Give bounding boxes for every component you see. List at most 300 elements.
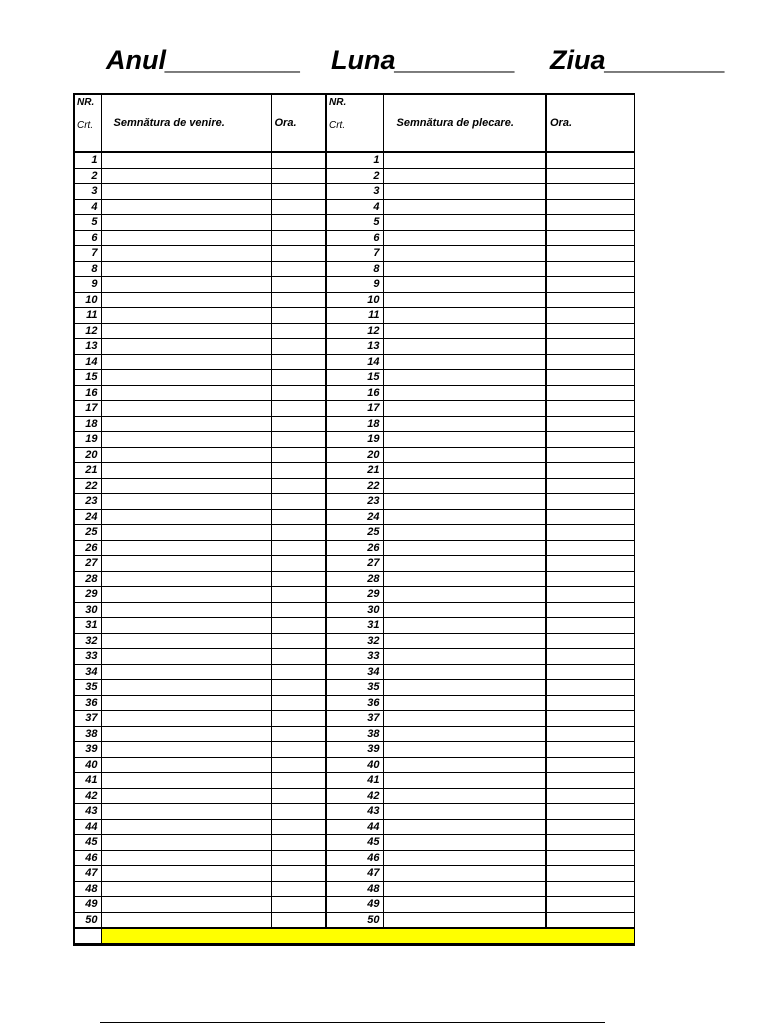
arrival-hour-cell[interactable] bbox=[271, 881, 326, 897]
departure-signature-cell[interactable] bbox=[383, 385, 546, 401]
departure-hour-cell[interactable] bbox=[546, 354, 634, 370]
arrival-signature-cell[interactable] bbox=[101, 664, 271, 680]
arrival-signature-cell[interactable] bbox=[101, 556, 271, 572]
arrival-hour-cell[interactable] bbox=[271, 788, 326, 804]
departure-signature-cell[interactable] bbox=[383, 695, 546, 711]
departure-signature-cell[interactable] bbox=[383, 835, 546, 851]
table-row bbox=[74, 664, 634, 680]
row-number-left: 28 bbox=[74, 571, 101, 587]
departure-signature-cell[interactable] bbox=[383, 215, 546, 231]
departure-hour-cell[interactable] bbox=[546, 773, 634, 789]
table-row bbox=[74, 494, 634, 510]
row-number-right: 50 bbox=[326, 912, 383, 928]
nr-header-right bbox=[326, 94, 383, 152]
arrival-signature-cell[interactable] bbox=[101, 773, 271, 789]
arrival-signature-cell[interactable] bbox=[101, 726, 271, 742]
departure-hour-cell[interactable] bbox=[546, 494, 634, 510]
arrival-hour-cell[interactable] bbox=[271, 866, 326, 882]
row-number-left: 33 bbox=[74, 649, 101, 665]
arrival-signature-cell[interactable] bbox=[101, 432, 271, 448]
arrival-hour-cell[interactable] bbox=[271, 323, 326, 339]
arrival-signature-cell[interactable] bbox=[101, 370, 271, 386]
departure-hour-cell[interactable] bbox=[546, 804, 634, 820]
row-number-left: 3 bbox=[74, 184, 101, 200]
arrival-hour-cell[interactable] bbox=[271, 370, 326, 386]
departure-signature-cell[interactable] bbox=[383, 230, 546, 246]
departure-hour-cell[interactable] bbox=[546, 339, 634, 355]
table-row bbox=[74, 401, 634, 417]
row-number-right: 41 bbox=[326, 773, 383, 789]
day-title: Ziua________ bbox=[550, 45, 726, 75]
arrival-hour-cell[interactable] bbox=[271, 773, 326, 789]
departure-signature-cell[interactable] bbox=[383, 897, 546, 913]
departure-hour-cell[interactable] bbox=[546, 757, 634, 773]
row-number-right: 5 bbox=[326, 215, 383, 231]
departure-signature-cell[interactable] bbox=[383, 649, 546, 665]
arrival-hour-cell[interactable] bbox=[271, 695, 326, 711]
departure-hour-cell[interactable] bbox=[546, 478, 634, 494]
nr-label: NR. bbox=[329, 97, 347, 108]
row-number-right: 2 bbox=[326, 168, 383, 184]
departure-signature-cell[interactable] bbox=[383, 152, 546, 168]
arrival-signature-cell[interactable] bbox=[101, 385, 271, 401]
row-number-left: 29 bbox=[74, 587, 101, 603]
departure-hour-cell[interactable] bbox=[546, 571, 634, 587]
arrival-hour-cell[interactable] bbox=[271, 912, 326, 928]
arrival-hour-cell[interactable] bbox=[271, 277, 326, 293]
row-number-left: 26 bbox=[74, 540, 101, 556]
row-number-right: 42 bbox=[326, 788, 383, 804]
row-number-right: 33 bbox=[326, 649, 383, 665]
row-number-right: 15 bbox=[326, 370, 383, 386]
crt-label: Crt. bbox=[329, 120, 346, 131]
row-number-right: 32 bbox=[326, 633, 383, 649]
arrival-hour-cell[interactable] bbox=[271, 726, 326, 742]
arrival-hour-cell[interactable] bbox=[271, 602, 326, 618]
departure-signature-cell[interactable] bbox=[383, 277, 546, 293]
table-row bbox=[74, 618, 634, 634]
departure-hour-cell[interactable] bbox=[546, 215, 634, 231]
nr-label: NR. bbox=[77, 97, 95, 108]
year-title: Anul_________ bbox=[106, 45, 302, 75]
table-row bbox=[74, 711, 634, 727]
arrival-signature-cell[interactable] bbox=[101, 463, 271, 479]
arrival-signature-cell[interactable] bbox=[101, 649, 271, 665]
row-number-left: 1 bbox=[74, 152, 101, 168]
table-row bbox=[74, 215, 634, 231]
arrival-hour-cell[interactable] bbox=[271, 215, 326, 231]
table-row bbox=[74, 152, 634, 168]
departure-signature-cell[interactable] bbox=[383, 680, 546, 696]
row-number-left: 31 bbox=[74, 618, 101, 634]
row-number-right: 1 bbox=[326, 152, 383, 168]
row-number-left: 38 bbox=[74, 726, 101, 742]
departure-hour-cell[interactable] bbox=[546, 385, 634, 401]
departure-signature-cell[interactable] bbox=[383, 416, 546, 432]
arrival-signature-cell[interactable] bbox=[101, 540, 271, 556]
arrival-hour-cell[interactable] bbox=[271, 354, 326, 370]
row-number-left: 4 bbox=[74, 199, 101, 215]
arrival-signature-cell[interactable] bbox=[101, 277, 271, 293]
departure-signature-cell[interactable] bbox=[383, 478, 546, 494]
arrival-signature-cell[interactable] bbox=[101, 199, 271, 215]
departure-hour-cell[interactable] bbox=[546, 742, 634, 758]
row-number-right: 44 bbox=[326, 819, 383, 835]
table-row bbox=[74, 168, 634, 184]
departure-hour-cell[interactable] bbox=[546, 509, 634, 525]
departure-hour-cell[interactable] bbox=[546, 587, 634, 603]
departure-hour-cell[interactable] bbox=[546, 664, 634, 680]
arrival-signature-cell[interactable] bbox=[101, 711, 271, 727]
arrival-hour-cell[interactable] bbox=[271, 664, 326, 680]
table-row bbox=[74, 199, 634, 215]
arrival-hour-cell[interactable] bbox=[271, 850, 326, 866]
arrival-hour-cell[interactable] bbox=[271, 742, 326, 758]
departure-signature-cell[interactable] bbox=[383, 168, 546, 184]
departure-hour-cell[interactable] bbox=[546, 370, 634, 386]
departure-signature-cell[interactable] bbox=[383, 742, 546, 758]
arrival-hour-cell[interactable] bbox=[271, 835, 326, 851]
arrival-signature-cell[interactable] bbox=[101, 230, 271, 246]
row-number-left: 12 bbox=[74, 323, 101, 339]
departure-hour-cell[interactable] bbox=[546, 912, 634, 928]
arrival-hour-cell[interactable] bbox=[271, 757, 326, 773]
row-number-right: 17 bbox=[326, 401, 383, 417]
row-number-right: 25 bbox=[326, 525, 383, 541]
arrival-hour-header: Ora. bbox=[271, 94, 326, 152]
row-number-right: 13 bbox=[326, 339, 383, 355]
departure-signature-cell[interactable] bbox=[383, 339, 546, 355]
table-row bbox=[74, 292, 634, 308]
table-row bbox=[74, 261, 634, 277]
row-number-right: 19 bbox=[326, 432, 383, 448]
arrival-signature-cell[interactable] bbox=[101, 680, 271, 696]
table-row bbox=[74, 602, 634, 618]
departure-signature-cell[interactable] bbox=[383, 323, 546, 339]
arrival-signature-cell[interactable] bbox=[101, 633, 271, 649]
departure-hour-cell[interactable] bbox=[546, 726, 634, 742]
table-row bbox=[74, 509, 634, 525]
arrival-signature-cell[interactable] bbox=[101, 525, 271, 541]
arrival-signature-cell[interactable] bbox=[101, 602, 271, 618]
row-number-left: 43 bbox=[74, 804, 101, 820]
arrival-signature-cell[interactable] bbox=[101, 401, 271, 417]
table-row bbox=[74, 463, 634, 479]
arrival-hour-cell[interactable] bbox=[271, 711, 326, 727]
row-number-left: 11 bbox=[74, 308, 101, 324]
arrival-signature-cell[interactable] bbox=[101, 416, 271, 432]
arrival-signature-cell[interactable] bbox=[101, 494, 271, 510]
row-number-right: 48 bbox=[326, 881, 383, 897]
row-number-left: 40 bbox=[74, 757, 101, 773]
row-number-right: 40 bbox=[326, 757, 383, 773]
table-row bbox=[74, 447, 634, 463]
table-row bbox=[74, 277, 634, 293]
arrival-hour-cell[interactable] bbox=[271, 618, 326, 634]
arrival-signature-cell[interactable] bbox=[101, 881, 271, 897]
row-number-left: 5 bbox=[74, 215, 101, 231]
arrival-signature-cell[interactable] bbox=[101, 618, 271, 634]
row-number-right: 21 bbox=[326, 463, 383, 479]
arrival-signature-cell[interactable] bbox=[101, 215, 271, 231]
arrival-hour-cell[interactable] bbox=[271, 385, 326, 401]
departure-hour-cell[interactable] bbox=[546, 897, 634, 913]
departure-signature-cell[interactable] bbox=[383, 463, 546, 479]
departure-signature-cell[interactable] bbox=[383, 509, 546, 525]
arrival-signature-cell[interactable] bbox=[101, 246, 271, 262]
departure-hour-cell[interactable] bbox=[546, 416, 634, 432]
row-number-left: 37 bbox=[74, 711, 101, 727]
departure-hour-cell[interactable] bbox=[546, 525, 634, 541]
arrival-hour-cell[interactable] bbox=[271, 804, 326, 820]
arrival-hour-cell[interactable] bbox=[271, 168, 326, 184]
arrival-hour-cell[interactable] bbox=[271, 571, 326, 587]
arrival-signature-cell[interactable] bbox=[101, 742, 271, 758]
departure-signature-cell[interactable] bbox=[383, 866, 546, 882]
arrival-hour-cell[interactable] bbox=[271, 649, 326, 665]
arrival-hour-cell[interactable] bbox=[271, 199, 326, 215]
row-number-right: 45 bbox=[326, 835, 383, 851]
arrival-signature-cell[interactable] bbox=[101, 308, 271, 324]
arrival-hour-cell[interactable] bbox=[271, 432, 326, 448]
departure-signature-cell[interactable] bbox=[383, 556, 546, 572]
arrival-signature-cell[interactable] bbox=[101, 152, 271, 168]
departure-signature-cell[interactable] bbox=[383, 525, 546, 541]
table-row bbox=[74, 897, 634, 913]
departure-hour-cell[interactable] bbox=[546, 788, 634, 804]
departure-signature-cell[interactable] bbox=[383, 819, 546, 835]
arrival-signature-cell[interactable] bbox=[101, 292, 271, 308]
arrival-hour-cell[interactable] bbox=[271, 308, 326, 324]
arrival-signature-cell[interactable] bbox=[101, 866, 271, 882]
departure-signature-cell[interactable] bbox=[383, 246, 546, 262]
departure-signature-cell[interactable] bbox=[383, 881, 546, 897]
row-number-left: 22 bbox=[74, 478, 101, 494]
departure-hour-cell[interactable] bbox=[546, 866, 634, 882]
row-number-right: 18 bbox=[326, 416, 383, 432]
departure-hour-cell[interactable] bbox=[546, 168, 634, 184]
departure-signature-cell[interactable] bbox=[383, 788, 546, 804]
departure-hour-cell[interactable] bbox=[546, 292, 634, 308]
departure-signature-cell[interactable] bbox=[383, 401, 546, 417]
departure-signature-cell[interactable] bbox=[383, 726, 546, 742]
arrival-signature-cell[interactable] bbox=[101, 695, 271, 711]
departure-signature-cell[interactable] bbox=[383, 308, 546, 324]
arrival-signature-cell[interactable] bbox=[101, 571, 271, 587]
departure-hour-cell[interactable] bbox=[546, 711, 634, 727]
table-row bbox=[74, 184, 634, 200]
departure-hour-cell[interactable] bbox=[546, 401, 634, 417]
arrival-hour-cell[interactable] bbox=[271, 587, 326, 603]
departure-hour-cell[interactable] bbox=[546, 184, 634, 200]
arrival-hour-cell[interactable] bbox=[271, 401, 326, 417]
arrival-hour-cell[interactable] bbox=[271, 184, 326, 200]
departure-hour-cell[interactable] bbox=[546, 680, 634, 696]
departure-signature-cell[interactable] bbox=[383, 711, 546, 727]
table-row bbox=[74, 416, 634, 432]
arrival-hour-cell[interactable] bbox=[271, 556, 326, 572]
arrival-hour-cell[interactable] bbox=[271, 292, 326, 308]
arrival-signature-cell[interactable] bbox=[101, 354, 271, 370]
departure-signature-cell[interactable] bbox=[383, 199, 546, 215]
signature-line bbox=[100, 1022, 605, 1023]
row-number-left: 18 bbox=[74, 416, 101, 432]
departure-hour-cell[interactable] bbox=[546, 618, 634, 634]
row-number-left: 34 bbox=[74, 664, 101, 680]
departure-hour-cell[interactable] bbox=[546, 308, 634, 324]
departure-signature-cell[interactable] bbox=[383, 261, 546, 277]
departure-signature-cell[interactable] bbox=[383, 354, 546, 370]
arrival-hour-cell[interactable] bbox=[271, 819, 326, 835]
table-row bbox=[74, 633, 634, 649]
departure-hour-cell[interactable] bbox=[546, 152, 634, 168]
departure-hour-cell[interactable] bbox=[546, 432, 634, 448]
row-number-left: 44 bbox=[74, 819, 101, 835]
table-row bbox=[74, 757, 634, 773]
departure-signature-cell[interactable] bbox=[383, 184, 546, 200]
departure-signature-cell[interactable] bbox=[383, 757, 546, 773]
departure-signature-cell[interactable] bbox=[383, 804, 546, 820]
arrival-hour-cell[interactable] bbox=[271, 152, 326, 168]
arrival-signature-cell[interactable] bbox=[101, 184, 271, 200]
departure-hour-cell[interactable] bbox=[546, 277, 634, 293]
arrival-hour-cell[interactable] bbox=[271, 230, 326, 246]
row-number-right: 26 bbox=[326, 540, 383, 556]
row-number-right: 29 bbox=[326, 587, 383, 603]
arrival-hour-cell[interactable] bbox=[271, 680, 326, 696]
departure-hour-cell[interactable] bbox=[546, 540, 634, 556]
departure-signature-cell[interactable] bbox=[383, 494, 546, 510]
table-row bbox=[74, 323, 634, 339]
arrival-hour-cell[interactable] bbox=[271, 494, 326, 510]
arrival-signature-cell[interactable] bbox=[101, 757, 271, 773]
arrival-signature-cell[interactable] bbox=[101, 339, 271, 355]
row-number-left: 39 bbox=[74, 742, 101, 758]
row-number-left: 49 bbox=[74, 897, 101, 913]
row-number-left: 25 bbox=[74, 525, 101, 541]
arrival-hour-cell[interactable] bbox=[271, 897, 326, 913]
departure-hour-cell[interactable] bbox=[546, 323, 634, 339]
arrival-hour-cell[interactable] bbox=[271, 509, 326, 525]
arrival-hour-cell[interactable] bbox=[271, 525, 326, 541]
arrival-signature-cell[interactable] bbox=[101, 447, 271, 463]
departure-hour-cell[interactable] bbox=[546, 230, 634, 246]
arrival-hour-cell[interactable] bbox=[271, 540, 326, 556]
arrival-hour-cell[interactable] bbox=[271, 478, 326, 494]
table-row bbox=[74, 571, 634, 587]
departure-signature-cell[interactable] bbox=[383, 602, 546, 618]
row-number-left: 36 bbox=[74, 695, 101, 711]
departure-hour-cell[interactable] bbox=[546, 850, 634, 866]
arrival-signature-cell[interactable] bbox=[101, 804, 271, 820]
arrival-signature-cell[interactable] bbox=[101, 509, 271, 525]
arrival-hour-cell[interactable] bbox=[271, 339, 326, 355]
table-row bbox=[74, 850, 634, 866]
departure-hour-cell[interactable] bbox=[546, 649, 634, 665]
arrival-signature-cell[interactable] bbox=[101, 587, 271, 603]
departure-signature-cell[interactable] bbox=[383, 447, 546, 463]
arrival-signature-cell[interactable] bbox=[101, 261, 271, 277]
table-row bbox=[74, 649, 634, 665]
departure-hour-cell[interactable] bbox=[546, 819, 634, 835]
arrival-signature-cell[interactable] bbox=[101, 912, 271, 928]
departure-signature-cell[interactable] bbox=[383, 633, 546, 649]
departure-hour-cell[interactable] bbox=[546, 199, 634, 215]
arrival-signature-cell[interactable] bbox=[101, 819, 271, 835]
table-row bbox=[74, 478, 634, 494]
departure-signature-cell[interactable] bbox=[383, 432, 546, 448]
departure-hour-cell[interactable] bbox=[546, 447, 634, 463]
table-row bbox=[74, 370, 634, 386]
departure-signature-cell[interactable] bbox=[383, 587, 546, 603]
departure-signature-cell[interactable] bbox=[383, 370, 546, 386]
table-row bbox=[74, 742, 634, 758]
row-number-right: 27 bbox=[326, 556, 383, 572]
row-number-left: 13 bbox=[74, 339, 101, 355]
departure-signature-cell[interactable] bbox=[383, 571, 546, 587]
arrival-hour-cell[interactable] bbox=[271, 416, 326, 432]
departure-hour-cell[interactable] bbox=[546, 881, 634, 897]
departure-hour-cell[interactable] bbox=[546, 246, 634, 262]
departure-signature-cell[interactable] bbox=[383, 292, 546, 308]
row-number-left: 21 bbox=[74, 463, 101, 479]
departure-hour-cell[interactable] bbox=[546, 261, 634, 277]
departure-hour-cell[interactable] bbox=[546, 835, 634, 851]
departure-hour-cell[interactable] bbox=[546, 633, 634, 649]
arrival-signature-cell[interactable] bbox=[101, 478, 271, 494]
departure-hour-cell[interactable] bbox=[546, 463, 634, 479]
arrival-hour-cell[interactable] bbox=[271, 261, 326, 277]
arrival-hour-cell[interactable] bbox=[271, 463, 326, 479]
arrival-hour-cell[interactable] bbox=[271, 246, 326, 262]
table-row bbox=[74, 385, 634, 401]
departure-signature-cell[interactable] bbox=[383, 773, 546, 789]
row-number-right: 9 bbox=[326, 277, 383, 293]
table-row bbox=[74, 587, 634, 603]
arrival-signature-cell[interactable] bbox=[101, 835, 271, 851]
row-number-right: 10 bbox=[326, 292, 383, 308]
row-number-right: 20 bbox=[326, 447, 383, 463]
month-title: Luna________ bbox=[331, 45, 516, 75]
row-number-right: 22 bbox=[326, 478, 383, 494]
departure-signature-cell[interactable] bbox=[383, 664, 546, 680]
row-number-right: 8 bbox=[326, 261, 383, 277]
arrival-signature-cell[interactable] bbox=[101, 788, 271, 804]
departure-hour-cell[interactable] bbox=[546, 695, 634, 711]
departure-signature-cell[interactable] bbox=[383, 618, 546, 634]
departure-hour-cell[interactable] bbox=[546, 556, 634, 572]
arrival-signature-cell[interactable] bbox=[101, 168, 271, 184]
row-number-right: 49 bbox=[326, 897, 383, 913]
departure-hour-cell[interactable] bbox=[546, 602, 634, 618]
row-number-right: 23 bbox=[326, 494, 383, 510]
arrival-signature-header: Semnătura de venire. bbox=[101, 94, 271, 152]
arrival-signature-cell[interactable] bbox=[101, 850, 271, 866]
row-number-right: 16 bbox=[326, 385, 383, 401]
arrival-hour-cell[interactable] bbox=[271, 447, 326, 463]
departure-signature-cell[interactable] bbox=[383, 540, 546, 556]
row-number-left: 9 bbox=[74, 277, 101, 293]
row-number-right: 46 bbox=[326, 850, 383, 866]
departure-signature-cell[interactable] bbox=[383, 850, 546, 866]
departure-hour-header: Ora. bbox=[546, 94, 634, 152]
arrival-hour-cell[interactable] bbox=[271, 633, 326, 649]
arrival-signature-cell[interactable] bbox=[101, 897, 271, 913]
arrival-signature-cell[interactable] bbox=[101, 323, 271, 339]
departure-signature-cell[interactable] bbox=[383, 912, 546, 928]
crt-label: Crt. bbox=[77, 120, 94, 131]
row-number-right: 7 bbox=[326, 246, 383, 262]
